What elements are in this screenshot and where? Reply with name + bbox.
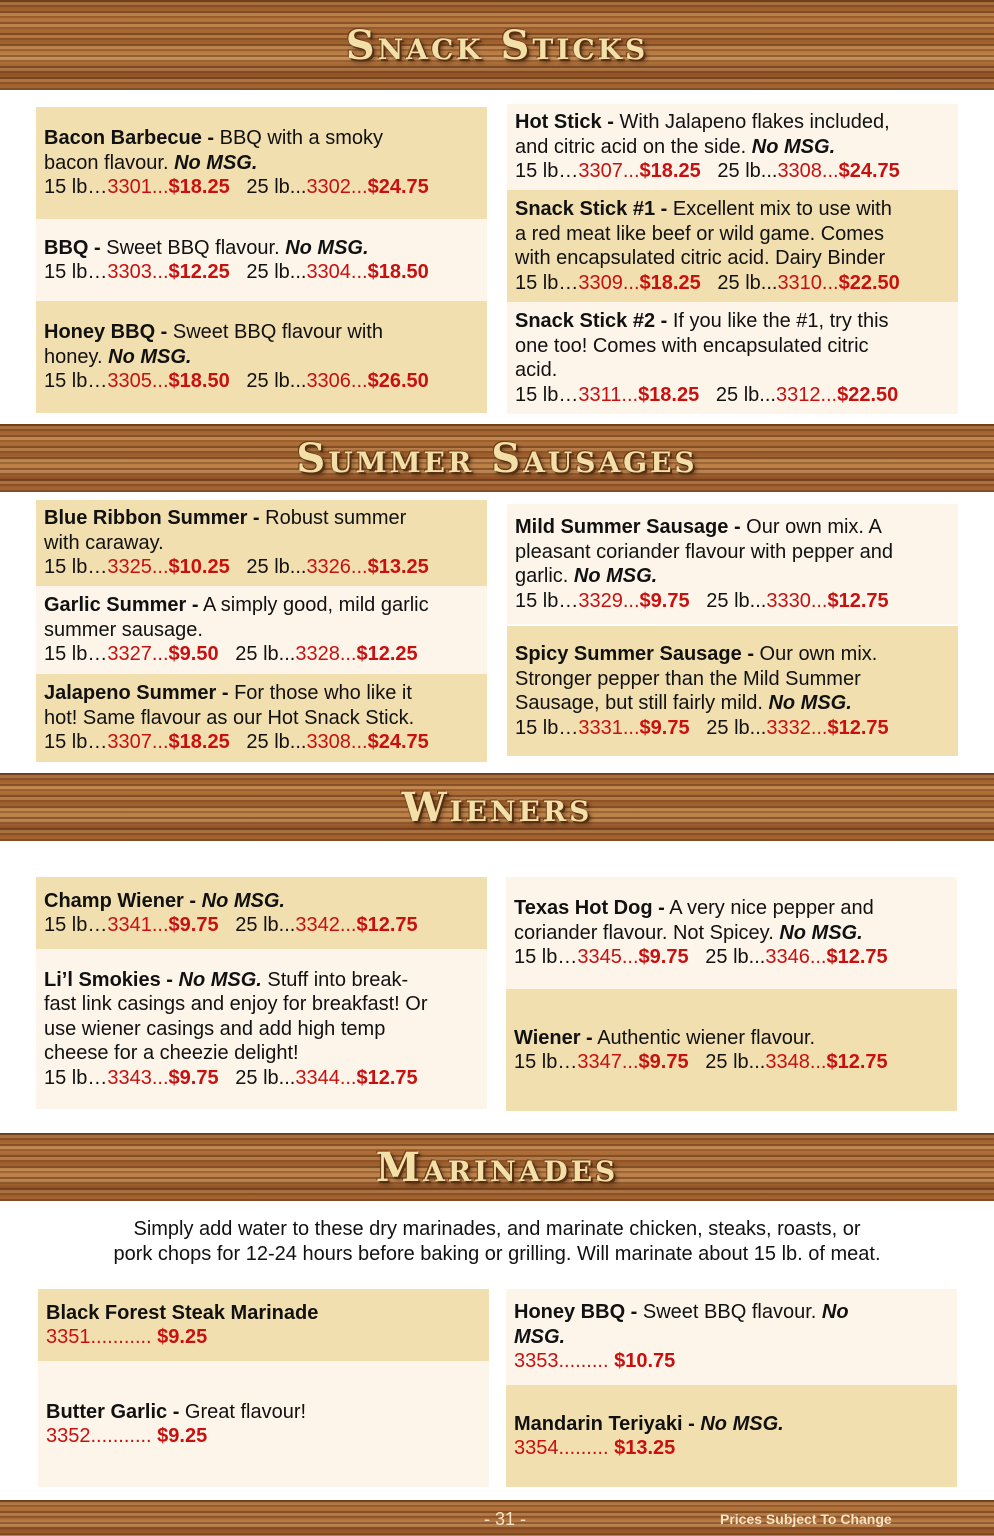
item-honey-bbq-marinade — [506, 1289, 957, 1385]
item-desc: A very nice pepper and — [664, 897, 874, 920]
item-desc: use wiener casings and add high temp — [44, 1017, 386, 1040]
item-name: Snack Stick #1 - — [515, 198, 668, 220]
price: $24.75 — [367, 176, 429, 199]
size-25lb: 25 lb... — [706, 716, 767, 739]
item-desc: garlic. — [515, 565, 574, 587]
item-name: Snack Stick #2 - — [515, 310, 668, 332]
size-15lb: 15 lb… — [44, 261, 108, 283]
no-msg-label: No MSG. — [108, 345, 192, 368]
no-msg-label: No MSG. — [196, 889, 285, 912]
section-title-summer-sausages: Summer Sausages — [296, 434, 698, 482]
size-15lb: 15 lb… — [44, 370, 108, 393]
item-desc: Our own mix. A — [740, 516, 882, 538]
banner-snack-sticks — [0, 0, 994, 90]
price: $18.50 — [367, 261, 429, 283]
item-desc: Stronger pepper than the Mild Summer — [515, 667, 861, 690]
item-name: Bacon Barbecue - — [44, 127, 215, 150]
no-msg-label: MSG. — [514, 1325, 566, 1348]
product-code: 3307... — [107, 731, 169, 754]
product-code: 3311... — [578, 383, 639, 406]
product-code: 3345... — [577, 946, 639, 969]
item-desc: fast link casings and enjoy for breakfast! Or — [44, 993, 428, 1016]
price: $18.25 — [638, 383, 700, 406]
size-25lb: 25 lb... — [235, 914, 296, 936]
size-15lb: 15 lb… — [514, 946, 578, 969]
no-msg-label: No MSG. — [285, 236, 369, 259]
price: $9.25 — [151, 1326, 208, 1348]
size-25lb: 25 lb... — [246, 556, 307, 579]
price: $24.75 — [838, 160, 900, 183]
banner-summer-sausages — [0, 424, 994, 492]
section-title-wieners: Wieners — [401, 783, 593, 831]
item-name: Texas Hot Dog - — [514, 897, 665, 920]
price: $24.75 — [367, 731, 429, 754]
product-code: 3310... — [777, 271, 839, 294]
price: $12.25 — [356, 643, 418, 666]
item-snack-stick-2 — [507, 302, 958, 414]
product-code: 3301... — [107, 176, 169, 199]
no-msg-label: No MSG. — [779, 921, 863, 944]
product-code: 3341... — [107, 914, 169, 936]
price: $12.75 — [827, 589, 889, 612]
size-15lb: 15 lb… — [44, 556, 108, 579]
item-spicy-summer-sausage — [507, 626, 958, 756]
no-msg-label: No MSG. — [573, 565, 658, 587]
intro-line: Simply add water to these dry marinades, and marinate chicken, steaks, roasts, or — [133, 1218, 861, 1240]
price: $12.75 — [827, 716, 889, 739]
item-desc: Stuff into break- — [261, 968, 409, 991]
section-title-snack-sticks: Snack Sticks — [345, 21, 649, 69]
product-code: 3352........... — [46, 1425, 152, 1447]
item-desc: a red meat like beef or wild game. Comes — [515, 222, 885, 245]
size-15lb: 15 lb… — [515, 589, 579, 612]
product-code: 3330... — [766, 589, 828, 612]
product-code: 3306... — [306, 370, 368, 393]
size-25lb: 25 lb... — [706, 589, 767, 612]
item-snack-stick-1 — [507, 190, 958, 302]
item-desc: Sweet BBQ flavour with — [167, 321, 383, 344]
product-code: 3327... — [107, 643, 169, 666]
size-15lb: 15 lb… — [44, 643, 108, 666]
product-code: 3346... — [765, 946, 827, 969]
page-number: - 31 - — [484, 1509, 527, 1529]
item-name: Wiener - — [514, 1026, 593, 1049]
item-desc: For those who like it — [228, 682, 412, 705]
size-15lb: 15 lb… — [515, 160, 579, 183]
marinades-intro — [0, 1217, 994, 1266]
item-name: Jalapeno Summer - — [44, 682, 229, 705]
prices-note: Prices Subject To Change — [720, 1511, 892, 1527]
product-code: 3354......... — [514, 1437, 609, 1459]
item-name: Honey BBQ - — [44, 321, 168, 344]
product-code: 3342... — [295, 914, 357, 936]
product-code: 3344... — [295, 1066, 357, 1089]
item-desc: pleasant coriander flavour with pepper and — [515, 540, 894, 563]
item-hot-stick — [507, 104, 958, 190]
item-champ-wiener — [36, 877, 487, 949]
item-honey-bbq-stick — [36, 301, 487, 413]
item-desc: Sweet BBQ flavour. — [100, 236, 286, 259]
size-15lb: 15 lb… — [515, 271, 579, 294]
item-name: Butter Garlic - — [46, 1400, 180, 1423]
size-25lb: 25 lb... — [246, 261, 307, 283]
price: $12.75 — [356, 1066, 418, 1089]
section-title-marinades: Marinades — [375, 1143, 619, 1191]
item-desc: with encapsulated citric acid. Dairy Binder — [515, 247, 886, 269]
price: $12.75 — [826, 946, 888, 969]
item-wiener — [506, 989, 957, 1111]
intro-line: pork chops for 12-24 hours before baking or grilling. Will marinate about 15 lb. of meat. — [113, 1242, 881, 1265]
footer-bar — [0, 1500, 994, 1536]
item-desc: With Jalapeno flakes included, — [613, 111, 890, 134]
price: $9.75 — [168, 1066, 219, 1089]
no-msg-label: No — [821, 1301, 849, 1324]
price: $9.50 — [168, 643, 219, 666]
product-code: 3308... — [777, 160, 839, 183]
size-25lb: 25 lb... — [246, 370, 307, 393]
item-desc: and citric acid on the side. — [515, 135, 752, 158]
product-code: 3343... — [107, 1066, 169, 1089]
item-desc: Authentic wiener flavour. — [592, 1026, 816, 1049]
item-desc: A simply good, mild garlic — [198, 594, 429, 617]
price: $10.25 — [168, 556, 230, 579]
item-bbq — [36, 219, 487, 301]
price: $9.75 — [639, 589, 690, 612]
product-code: 3303... — [107, 261, 169, 283]
item-lil-smokies — [36, 949, 487, 1109]
banner-wieners — [0, 773, 994, 841]
product-code: 3302... — [306, 176, 368, 199]
size-25lb: 25 lb... — [705, 1051, 766, 1073]
item-jalapeno-summer — [36, 674, 487, 762]
size-25lb: 25 lb... — [235, 643, 296, 666]
size-25lb: 25 lb... — [246, 731, 307, 754]
item-desc: acid. — [515, 359, 558, 381]
price: $9.75 — [639, 716, 690, 739]
item-desc: coriander flavour. Not Spicey. — [514, 921, 780, 944]
price: $18.25 — [639, 160, 701, 183]
size-15lb: 15 lb… — [515, 716, 579, 739]
price: $10.75 — [608, 1350, 676, 1373]
price: $22.50 — [838, 271, 900, 294]
size-25lb: 25 lb... — [235, 1066, 296, 1089]
product-code: 3328... — [295, 643, 357, 666]
item-desc: BBQ with a smoky — [214, 127, 383, 150]
no-msg-label: No MSG. — [768, 692, 852, 714]
product-code: 3332... — [766, 716, 828, 739]
item-desc: Robust summer — [259, 507, 407, 530]
price: $12.75 — [826, 1051, 888, 1073]
item-name: Li’l Smokies - — [44, 968, 173, 991]
price: $18.25 — [168, 176, 230, 199]
item-desc: one too! Comes with encapsulated citric — [515, 334, 869, 357]
item-name: Champ Wiener - — [44, 889, 197, 912]
product-code: 3305... — [107, 370, 169, 393]
banner-marinades — [0, 1133, 994, 1201]
product-code: 3331... — [578, 716, 640, 739]
product-code: 3308... — [306, 731, 368, 754]
item-name: Honey BBQ - — [514, 1301, 638, 1324]
product-code: 3312... — [775, 383, 838, 406]
price: $12.25 — [168, 261, 230, 283]
item-black-forest-marinade — [38, 1289, 489, 1361]
item-mandarin-teriyaki-marinade — [506, 1385, 957, 1487]
item-texas-hot-dog — [506, 877, 957, 989]
price: $9.25 — [151, 1425, 208, 1447]
item-name: Mild Summer Sausage - — [515, 516, 741, 538]
price: $18.25 — [168, 731, 230, 754]
item-desc: Excellent mix to use with — [667, 198, 892, 220]
price: $12.75 — [356, 914, 418, 936]
item-desc: honey. — [44, 345, 109, 368]
no-msg-label: No MSG. — [751, 135, 836, 158]
item-garlic-summer — [36, 586, 487, 674]
price: $13.25 — [367, 556, 429, 579]
no-msg-label: No MSG. — [172, 968, 262, 991]
no-msg-label: No MSG. — [174, 151, 258, 174]
item-desc: bacon flavour. — [44, 151, 175, 174]
item-name: Mandarin Teriyaki - — [514, 1412, 695, 1435]
product-code: 3348... — [765, 1051, 827, 1073]
item-name: Hot Stick - — [515, 111, 614, 134]
product-code: 3325... — [107, 556, 169, 579]
size-25lb: 25 lb... — [717, 271, 778, 294]
item-desc: Our own mix. — [753, 643, 878, 665]
item-desc: hot! Same flavour as our Hot Snack Stick. — [44, 706, 415, 729]
item-name: BBQ - — [44, 236, 101, 259]
price: $13.25 — [608, 1437, 676, 1459]
price: $18.25 — [639, 271, 701, 294]
no-msg-label: No MSG. — [694, 1412, 784, 1435]
item-bacon-barbecue — [36, 107, 487, 219]
item-desc: summer sausage. — [44, 618, 203, 641]
item-desc: If you like the #1, try this — [667, 310, 889, 332]
item-desc: cheese for a cheezie delight! — [44, 1042, 299, 1065]
item-desc: Great flavour! — [179, 1400, 307, 1423]
price: $9.75 — [168, 914, 219, 936]
item-mild-summer-sausage — [507, 504, 958, 624]
product-code: 3329... — [578, 589, 640, 612]
item-name: Black Forest Steak Marinade — [46, 1301, 319, 1324]
size-15lb: 15 lb… — [44, 1066, 108, 1089]
price: $22.50 — [837, 383, 899, 406]
item-name: Spicy Summer Sausage - — [515, 643, 754, 665]
item-butter-garlic-marinade — [38, 1361, 489, 1487]
price: $26.50 — [367, 370, 429, 393]
product-code: 3309... — [578, 271, 640, 294]
product-code: 3326... — [306, 556, 368, 579]
item-desc: with caraway. — [44, 531, 164, 554]
size-25lb: 25 lb... — [246, 176, 307, 199]
item-desc: Sweet BBQ flavour. — [637, 1301, 822, 1324]
item-blue-ribbon-summer — [36, 500, 487, 586]
product-code: 3353......... — [514, 1350, 609, 1373]
item-desc: Sausage, but still fairly mild. — [515, 692, 769, 714]
product-code: 3347... — [577, 1051, 639, 1073]
price: $18.50 — [168, 370, 230, 393]
size-25lb: 25 lb... — [717, 160, 778, 183]
product-code: 3304... — [306, 261, 368, 283]
size-15lb: 15 lb… — [514, 1051, 578, 1073]
item-name: Blue Ribbon Summer - — [44, 507, 260, 530]
size-25lb: 25 lb... — [715, 383, 776, 406]
product-code: 3351........... — [46, 1326, 152, 1348]
size-25lb: 25 lb... — [705, 946, 766, 969]
item-name: Garlic Summer - — [44, 594, 199, 617]
price: $9.75 — [638, 946, 689, 969]
product-code: 3307... — [578, 160, 640, 183]
size-15lb: 15 lb… — [515, 383, 579, 406]
size-15lb: 15 lb… — [44, 176, 108, 199]
size-15lb: 15 lb… — [44, 914, 108, 936]
size-15lb: 15 lb… — [44, 731, 108, 754]
price: $9.75 — [638, 1051, 689, 1073]
